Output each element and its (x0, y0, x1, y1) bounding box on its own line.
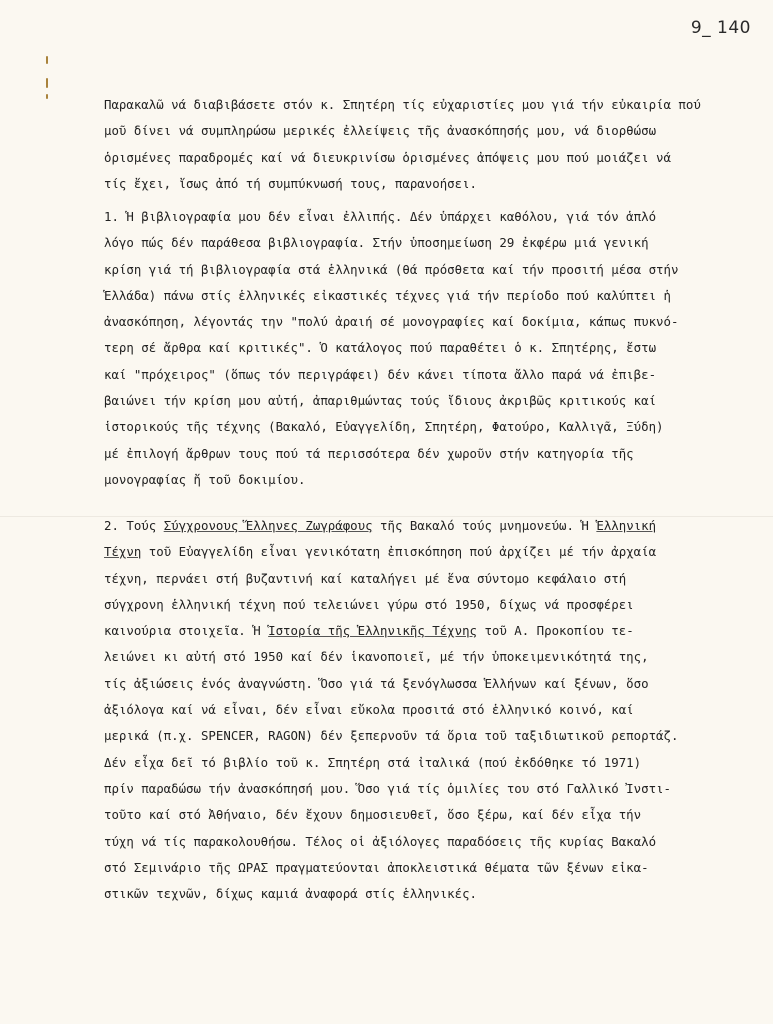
text-segment: τέχνη, περνάει στή βυζαντινή καί καταλήγει μέ ἕνα σύντομο κεφάλαιο στή (104, 570, 627, 586)
text-segment: ὁρισμένες παραδρομές καί νά διευκρινίσω ὁρισμένες ἀπόψεις μου πού μοιάζει νά (104, 149, 671, 165)
text-line (104, 644, 732, 670)
text-segment: 2. Τούς (104, 518, 164, 533)
text-segment: στό Σεμινάριο τῆς ΩΡΑΣ πραγματεύονται ἀποκλειστικά θέματα τῶν ξένων εἰκα- (104, 859, 649, 875)
text-segment: Παρακαλῶ νά διαβιβάσετε στόν κ. Σπητέρη τίς εὐχαριστίες μου γιά τήν εὐκαιρία πού (104, 97, 701, 112)
text-segment: λειώνει κι αὐτή στό 1950 καί δέν ἱκανοποιεῖ, μέ τήν ὑποκειμενικότητά της, (104, 649, 649, 665)
text-line (104, 414, 732, 440)
text-line (104, 750, 732, 776)
text-segment: τῆς Βακαλό τούς μνημονεύω. Ἡ (372, 518, 597, 533)
underlined-title: Ἱστορία τῆς Ἑλληνικῆς Τέχνης (268, 623, 477, 639)
text-line (104, 855, 732, 881)
text-segment: μερικά (π.χ. SPENCER, RAGON) δέν ξεπερνοῦν τά ὅρια τοῦ ταξιδιωτικοῦ ρεπορτάζ. (104, 728, 679, 744)
text-segment: τίς ἔχει, ἴσως ἀπό τή συμπύκνωσή τους, παρανοήσει. (104, 175, 477, 191)
text-line (104, 467, 732, 493)
text-line (104, 230, 732, 256)
text-line (104, 388, 732, 414)
underlined-title: Ἑλληνική (596, 518, 657, 533)
text-segment: στικῶν τεχνῶν, δίχως καμιά ἀναφορά στίς ἑλληνικές. (104, 886, 477, 902)
paragraph-intro (104, 92, 732, 197)
text-segment: λόγο πώς δέν παράθεσα βιβλιογραφία. Στήν ὑποσημείωση 29 ἐκφέρω μιά γενική (104, 235, 649, 251)
text-line (104, 697, 732, 723)
text-line (104, 362, 732, 388)
text-line (104, 171, 732, 197)
text-segment: τοῦ Εὐαγγελίδη εἶναι γενικότατη ἐπισκόπηση πού ἀρχίζει μέ τήν ἀρχαία (141, 544, 657, 560)
text-segment: τοῦ Α. Προκοπίου τε- (477, 623, 634, 639)
text-segment: καινούρια στοιχεῖα. Ἡ (104, 623, 269, 639)
text-segment: μέ ἐπιλογή ἄρθρων τους πού τά περισσότερα δέν χωροῦν στήν κατηγορία τῆς (104, 445, 634, 461)
underlined-title: Σύγχρονους Ἕλληνες Ζωγράφους (163, 518, 373, 533)
text-line (104, 829, 732, 855)
text-segment: 1. Ἡ βιβλιογραφία μου δέν εἶναι ἐλλιπής. Δέν ὑπάρχει καθόλου, γιά τόν ἁπλό (104, 209, 657, 224)
paragraph-2-references (104, 513, 732, 907)
text-segment: καί "πρόχειρος" (ὅπως τόν περιγράφει) δέν κάνει τίποτα ἄλλο παρά νά ἐπιβε- (104, 366, 657, 382)
text-line (104, 881, 732, 907)
text-line (104, 335, 732, 361)
text-segment: Δέν εἶχα δεῖ τό βιβλίο τοῦ κ. Σπητέρη στά ἰταλικά (πού ἐκδόθηκε τό 1971) (104, 754, 642, 770)
text-line (104, 118, 732, 144)
text-line (104, 618, 732, 644)
text-line (104, 671, 732, 697)
text-segment: ἀξιόλογα καί νά εἶναι, δέν εἶναι εὔκολα προσιτά στό ἑλληνικό κοινό, καί (104, 702, 634, 718)
text-segment: τοῦτο καί στό Ἀθήναιο, δέν ἔχουν δημοσιευθεῖ, ὅσο ξέρω, καί δέν εἶχα τήν (104, 807, 642, 823)
text-segment: τερη σέ ἄρθρα καί κριτικές". Ὁ κατάλογος πού παραθέτει ὁ κ. Σπητέρης, ἔστω (104, 340, 657, 356)
text-line (104, 539, 732, 565)
text-segment: βαιώνει τήν κρίση μου αὐτή, ἀπαριθμώντας τούς ἴδιους ἀκριβῶς κριτικούς καί (104, 393, 657, 409)
margin-marks (46, 56, 49, 106)
text-line (104, 441, 732, 467)
text-line (104, 566, 732, 592)
text-segment: ἱστορικούς τῆς τέχνης (Βακαλό, Εὐαγγελίδη, Σπητέρη, Φατούρο, Καλλιγᾶ, Ξύδη) (104, 419, 664, 435)
text-line (104, 513, 732, 539)
text-segment: πρίν παραδώσω τήν ἀνασκόπησή μου. Ὅσο γιά τίς ὁμιλίες του στό Γαλλικό Ἰνστι- (104, 780, 671, 796)
text-segment: τύχη νά τίς παρακολουθήσω. Τέλος οἱ ἀξιόλογες παραδόσεις τῆς κυρίας Βακαλό (104, 833, 657, 849)
text-line (104, 92, 732, 118)
text-segment: κρίση γιά τή βιβλιογραφία στά ἑλληνικά (θά πρόσθετα καί τήν προσιτή μέσα στήν (104, 261, 679, 277)
text-line (104, 723, 732, 749)
text-segment: μοῦ δίνει νά συμπληρώσω μερικές ἐλλείψεις τῆς ἀνασκόπησής μου, νά διορθώσω (104, 123, 657, 139)
text-line (104, 204, 732, 230)
text-segment: τίς ἀξιώσεις ἑνός ἀναγνώστη. Ὅσο γιά τά ξενόγλωσσα Ἑλλήνων καί ξένων, ὅσο (104, 675, 649, 691)
page-number: 9_ 140 (690, 18, 751, 38)
text-segment: Ἑλλάδα) πάνω στίς ἑλληνικές εἰκαστικές τέχνες γιά τήν περίοδο πού καλύπτει ἡ (104, 287, 671, 303)
text-segment: μονογραφίας ἤ τοῦ δοκιμίου. (104, 471, 306, 487)
text-line (104, 309, 732, 335)
text-line (104, 776, 732, 802)
text-line (104, 145, 732, 171)
text-line (104, 283, 732, 309)
underlined-title: Τέχνη (104, 544, 142, 560)
text-line (104, 257, 732, 283)
text-segment: ἀνασκόπηση, λέγοντάς την "πολύ ἀραιή σέ μονογραφίες καί δοκίμια, κάπως πυκνό- (104, 314, 679, 330)
text-line (104, 592, 732, 618)
text-segment: σύγχρονη ἑλληνική τέχνη πού τελειώνει γύρω στό 1950, δίχως νά προσφέρει (104, 596, 634, 612)
text-line (104, 802, 732, 828)
paragraph-1-bibliography (104, 204, 732, 493)
